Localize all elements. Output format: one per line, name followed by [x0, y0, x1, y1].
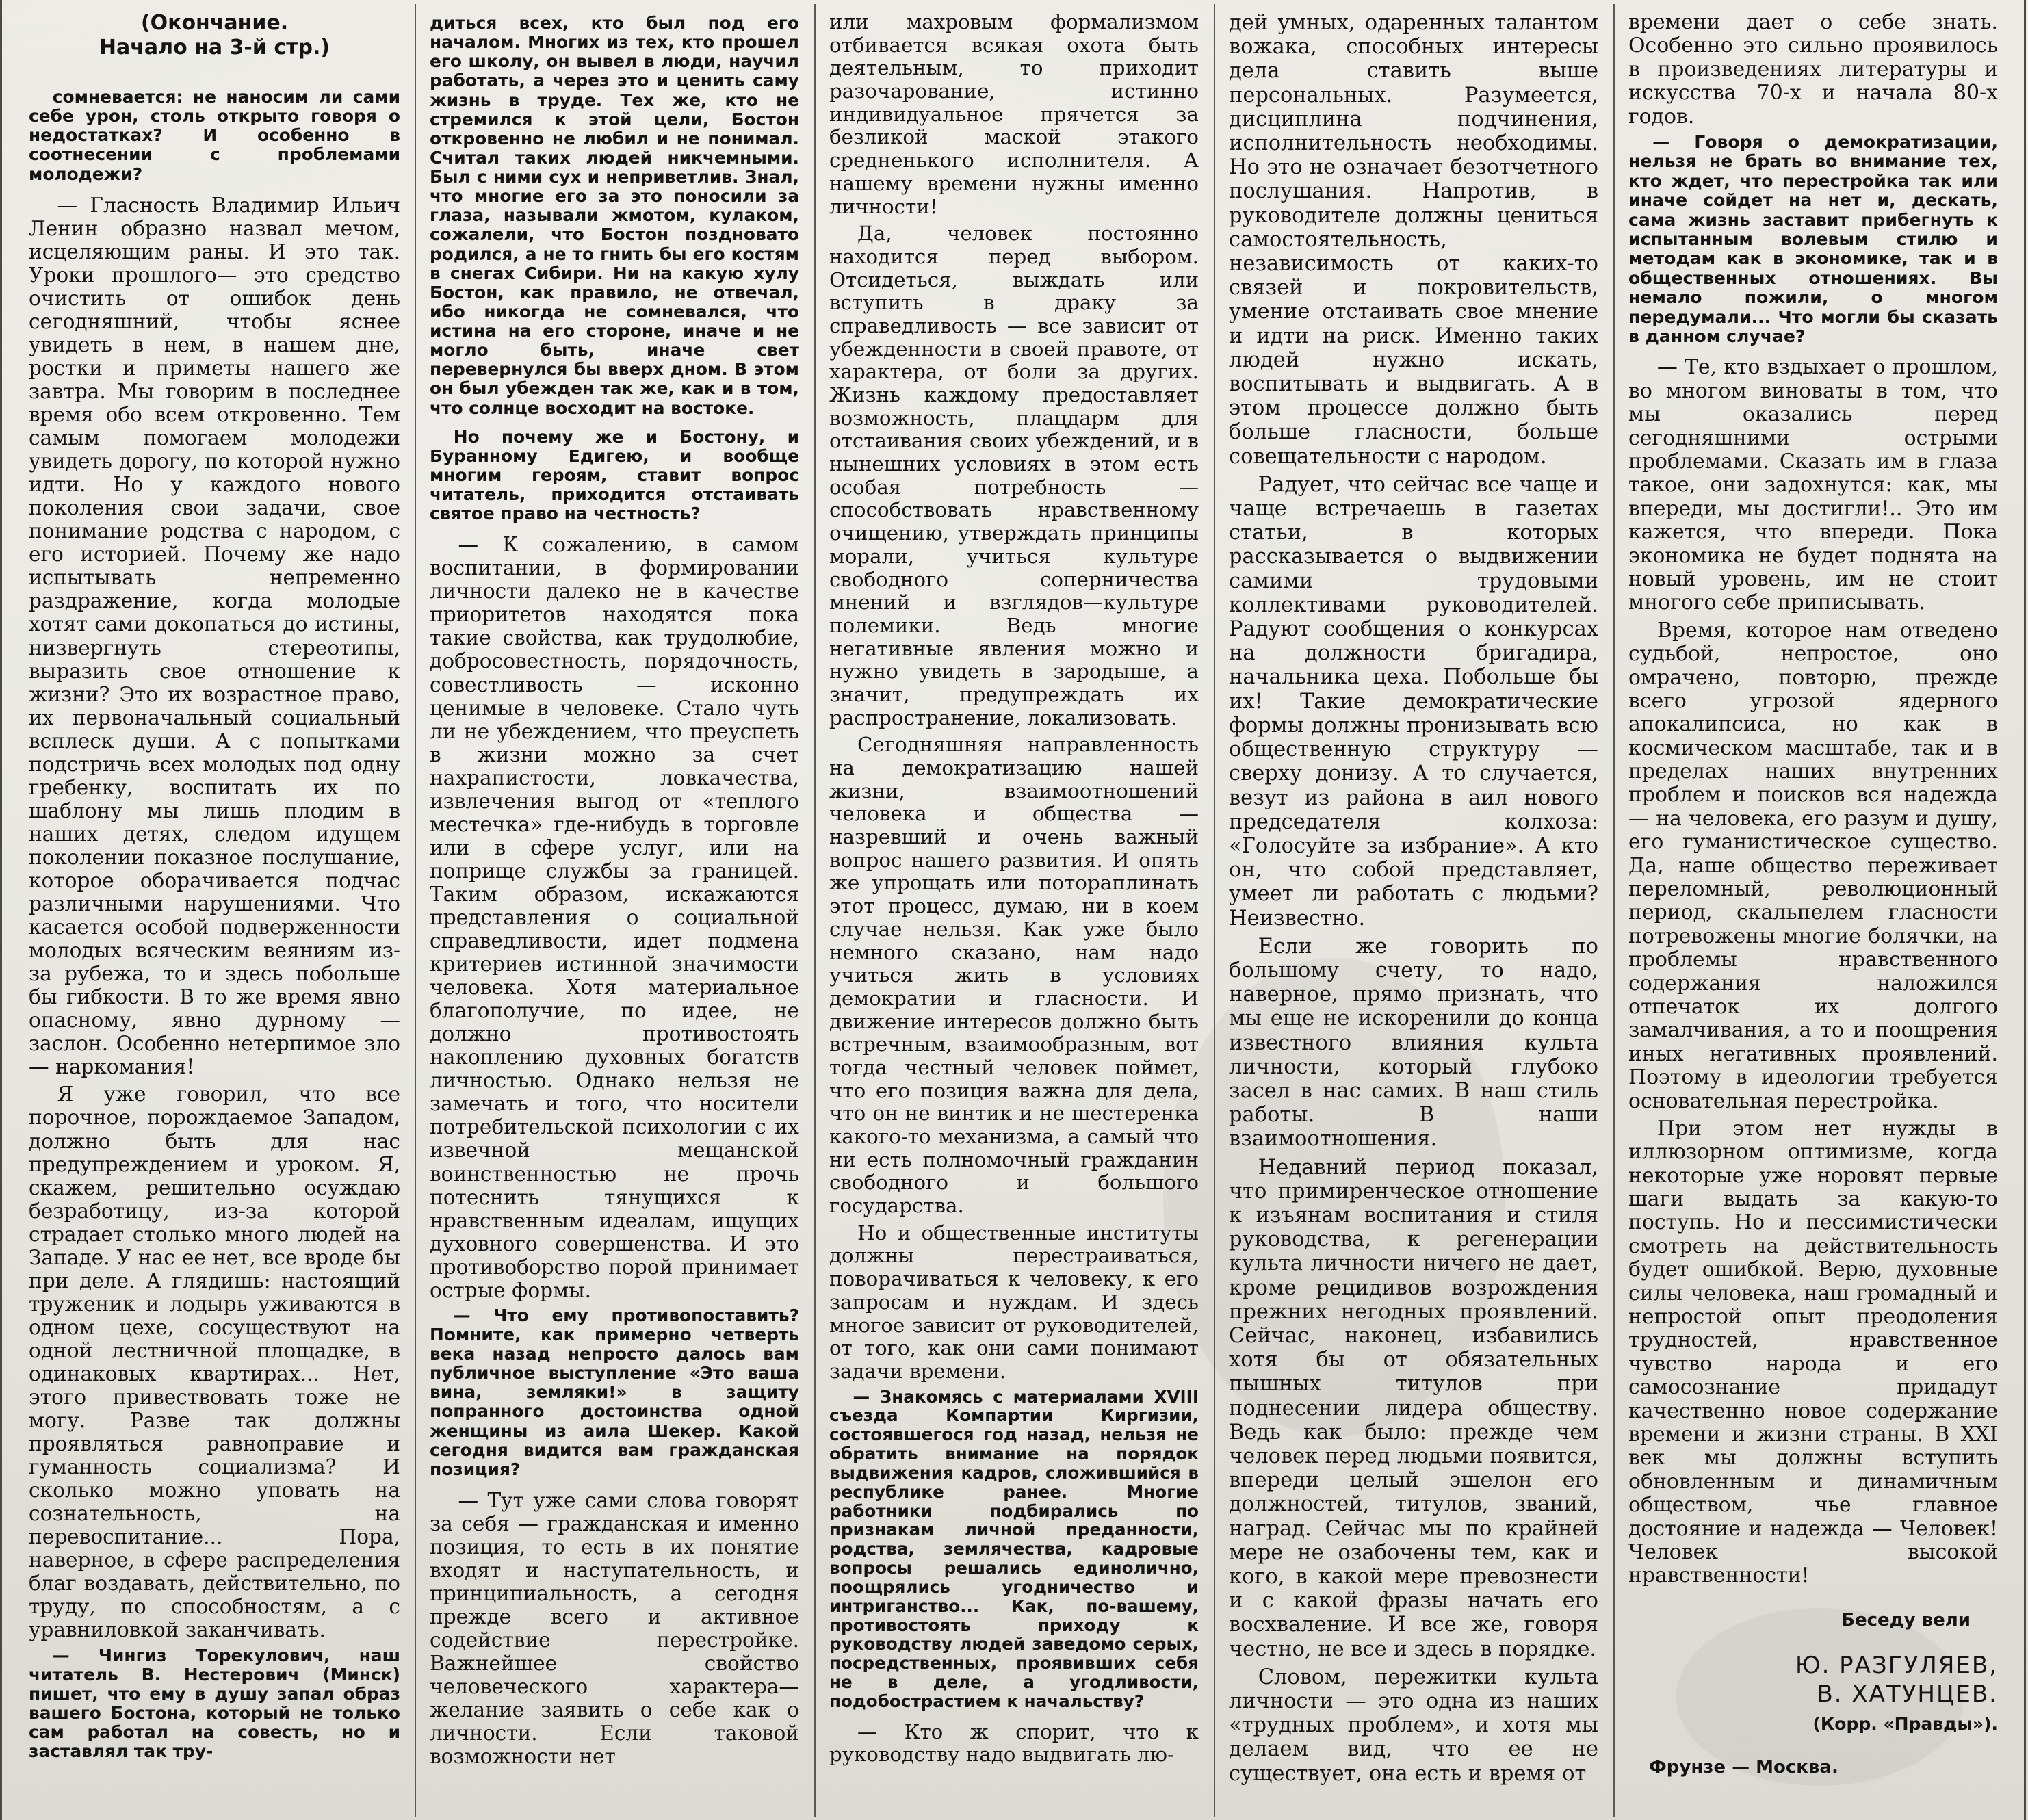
page-edge-right — [2024, 0, 2026, 1820]
article-paragraph: — К сожалению, в самом воспитании, в формировании личности далеко не в качестве приоритетов находятся пока такие свойства, как трудолюбие, добросовестность, порядочность, совестливость — исконно ценимые в человеке. Стало чуть ли не убеждением, что преуспеть в жизни можно за счет нахрапистости, ловкачества, извлечения выгод от «теплого местечка» где-нибудь в торговле или в сфере услуг, или на поприще службы за границей. Таким образом, искажаются представления о социальной справедливости, идет подмена критериев истинной значимости человека. Хотя материальное благополучие, по идее, не должно противостоять накоплению духовных богатств личностью. Однако нельзя не замечать и того, что носители потребительской психологии с их извечной мещанской воинственностью не прочь потеснить тянущихся к нравственным идеалам, ищущих духовного совершенства. И это противоборство порой принимает острые формы. — [430, 533, 799, 1302]
article-paragraph: — Тут уже сами слова говорят за себя — гражданская и именно позиция, то есть в их понятие входят и наступательность, и принципиальность, а сегодня прежде всего и активное содействие перестройке. Важнейшее свойство человеческого характера—желание заявить о себе как о личности. Если таковой возможности нет — [430, 1488, 799, 1769]
article-paragraph: Словом, пережитки культа личности — это одна из наших «трудных проблем», и хотя мы делаем вид, что ее не существует, она есть и время от — [1229, 1665, 1598, 1786]
article-paragraph: Недавний период показал, что примиренческое отношение к изъянам воспитания и стиля руководства, к регенерации культа личности ничего не дает, кроме рецидивов возрождения прежних негодных проявлений. Сейчас, наконец, избавились хотя бы от обязательных пышных титулов при поднесении лидера обществу. Ведь как было: прежде чем человек перед людьми появится, впереди целый эшелон его должностей, титулов, званий, наград. Сейчас мы по крайней мере не озабочены тем, как и кого, в какой мере превознести и с какой фразы начать его восхваление. И все же, говоря честно, не все и здесь в порядке. — [1229, 1155, 1598, 1661]
byline — [1628, 1609, 1998, 1779]
author-name: Ю. РАЗГУЛЯЕВ, — [1795, 1652, 1998, 1680]
article-paragraph: — Гласность Владимир Ильич Ленин образно назвал мечом, исцеляющим раны. И это так. Уроки прошлого— это средство очистить от ошибок день сегодняшний, чтобы яснее увидеть в нем, в нашем дне, ростки и приметы нашего же завтра. Мы говорим в последнее время обо всем откровенно. Тем самым помогаем молодежи увидеть дорогу, по которой нужно идти. Но у каждого нового поколения свои задачи, свое понимание родства с народом, с его историей. Почему же надо испытывать непременно раздражение, когда молодые хотят сами докопаться до истины, низвергнуть стереотипы, выразить свое отношение к жизни? Это их возрастное право, их первоначальный социальный всплеск души. А с попытками подстричь всех молодых под одну гребенку, воспитать их по шаблону мы лишь плодим в наших детях, следом идущем поколении показное послушание, которое оборачивается подчас различными нарушениями. Что касается особой подверженности молодых всяческим веяниям из-за рубежа, то и здесь побольше бы гибкости. В то же время явно опасному, явно дурному — заслон. Особенно нетерпимое зло — наркомания! — [29, 193, 400, 1079]
interview-question: — Чингиз Торекулович, наш читатель В. Нестерович (Минск) пишет, что ему в душу запал образ вашего Бостона, который не только сам работал на совесть, но и заставлял так тру- — [29, 1645, 400, 1762]
article-paragraph: или махровым формализмом отбивается всякая охота быть деятельным, то приходит разочарование, истинно индивидуальное прячется за безликой маской этакого средненького исполнителя. А нашему времени нужны именно личности! — [829, 11, 1199, 218]
column-rule — [1613, 4, 1615, 1817]
article-paragraph: Да, человек постоянно находится перед выбором. Отсидеться, выждать или вступить в драку за справедливость — все зависит от убежденности в своей правоте, от характера, от боли за других. Жизнь каждому предоставляет возможность, плацдарм для отстаивания своих убеждений, и в нынешних условиях в этом есть особая потребность — способствовать нравственному очищению, утверждать принципы морали, учиться культуре свободного соперничества мнений и взглядов—культуре полемики. Ведь многие негативные явления можно и нужно увидеть в зародыше, а значит, предупреждать их распространение, локализовать. — [829, 222, 1199, 729]
article-paragraph: времени дает о себе знать. Особенно это сильно проявилось в произведениях литературы и искусства 70-х и начала 80-х годов. — [1628, 11, 1998, 129]
article-paragraph: Сегодняшняя направленность на демократизацию нашей жизни, взаимоотношений человека и общества — назревший и очень важный вопрос нашего развития. И опять же упрощать или потораплинать этот процесс, думаю, ни в коем случае нельзя. Как уже было немного сказано, нам надо учиться жить в условиях демократии и гласности. И движение интересов должно быть встречным, взаимообразным, вот тогда честный человек поймет, что его позиция важна для дела, что он не винтик и не шестеренка какого-то механизма, а самый что ни есть полномочный гражданин свободного и большого государства. — [829, 733, 1199, 1218]
article-paragraph: Я уже говорил, что все порочное, порождаемое Западом, должно быть для нас предупреждением и уроком. Я, скажем, решительно осуждаю безработицу, из-за которой страдает столько много людей на Западе. У нас ее нет, все вроде бы при деле. А глядишь: настоящий труженик и лодырь уживаются в одном цехе, сосуществуют на одной лестничной площадке, в одинаковых квартирах... Нет, этого привествовать тоже не могу. Разве так должны проявляться равноправие и гуманность социализма? И сколько можно уповать на сознательность, на перевоспитание... Пора, наверное, в сфере распределения благ воздавать, действительно, по труду, по способностям, а с уравниловкой заканчивать. — [29, 1082, 400, 1642]
author-name: В. ХАТУНЦЕВ. — [1817, 1680, 1998, 1708]
article-paragraph: Время, которое нам отведено судьбой, непростое, оно омрачено, повторю, прежде всего угрозой ядерного апокалипсиса, но как в космическом масштабе, так и в пределах наших внутренних проблем и поисков вся надежда — на человека, его разум и душу, его гуманистическое существо. Да, наше общество переживает переломный, революционный период, скальпелем гласности потревожены многие болячки, на проблемы нравственного содержания наложился отпечаток их долгого замалчивания, а то и поощрения иных негативных проявлений. Поэтому в идеологии требуется основательная перестройка. — [1628, 618, 1998, 1113]
page-edge-left — [0, 0, 2, 1820]
article-paragraph: Радует, что сейчас все чаще и чаще встречаешь в газетах статьи, в которых рассказывается о выдвижении самими трудовыми коллективами руководителей. Радуют сообщения о конкурсах на должности бригадира, начальника цеха. Побольше бы их! Такие демократические формы должны пронизывать всю общественную структуру — сверху донизу. А то случается, везут из района в аил нового председателя колхоза: «Голосуйте за избрание». А кто он, что собой представляет, умеет ли работать с людьми? Неизвестно. — [1229, 472, 1598, 931]
dateline: Фрунзе — Москва. — [1649, 1756, 1838, 1778]
column-rule — [814, 4, 816, 1817]
article-paragraph: — Кто ж спорит, что к руководству надо выдвигать лю- — [829, 1719, 1199, 1767]
interview-question: диться всех, кто был под его началом. Многих из тех, кто прошел его школу, он вывел в люди, научил работать, а через это и ценить саму жизнь в труде. Тех же, кто не стремился к этой цели, Бостон откровенно не любил и не понимал. Считал таких людей никчемными. Был с ними сух и неприветлив. Знал, что многие его за это поносили за глаза, называли жмотом, кулаком, сожалели, что Бостон поздновато родился, а не то гнить бы его костям в снегах Сибири. Ни на какую хулу Бостон, как правило, не отвечал, ибо никогда не сомневался, что истина на его стороне, иначе и не могло быть, иначе свет перевернулся бы вверх дном. В этом он был убежден так же, как и в том, что солнце восходит на востоке. — [430, 13, 799, 418]
column-rule — [1214, 4, 1215, 1817]
continuation-header — [29, 11, 400, 60]
interview-question: — Знакомясь с материалами XVIII съезда Компартии Киргизии, состоявшегося год назад, нельзя не обратить внимание на порядок выдвижения кадров, сложившийся в республике ранее. Многие работники подбирались по признакам личной преданности, родства, землячества, кадровые вопросы решались единолично, поощрялись угодничество и интриганство... Как, по-вашему, противостоять приходу к руководству людей заведомо серых, посредственных, проявивших себя не в деле, а угодливости, подобострастием к начальству? — [829, 1386, 1199, 1711]
article-paragraph: При этом нет нужды в иллюзорном оптимизме, когда некоторые уже норовят первые шаги выдать за какую-то поступь. Но и пессимистически смотреть на действительность будет ошибкой. Верю, духовные силы человека, наш громадный и непростой опыт преодоления трудностей, нравственное чувство народа и его самосознание придадут качественно новое содержание времени и жизни страны. В XXI век мы должны вступить обновленным и динамичным обществом, чье главное достояние и надежда — Человек! Человек высокой нравственности! — [1628, 1116, 1998, 1588]
article-paragraph: Если же говорить по большому счету, то надо, наверное, прямо признать, что мы еще не искоренили до конца известного влияния культа личности, который глубоко засел в нас самих. В наш стиль работы. В наши взаимоотношения. — [1229, 934, 1598, 1152]
article-paragraph: дей умных, одаренных талантом вожака, способных интересы дела ставить выше персональных. Разумеется, дисциплина подчинения, исполнительность необходимы. Но это не означает безотчетного послушания. Напротив, в руководителе должны цениться самостоятельность, независимость от каких-то связей и покровительств, умение отстаивать свое мнение и идти на риск. Именно таких людей нужно искать, воспитывать и выдвигать. А в этом процессе должно быть больше гласности, больше совещательности с народом. — [1229, 11, 1598, 469]
column-rule — [415, 4, 416, 1817]
article-column-5 — [1628, 11, 1998, 1807]
interview-question: — Что ему противопоставить? Помните, как примерно четверть века назад непросто далось вам публичное выступление «Это ваша вина, земляки!» в защиту попранного достоинства одной женщины из аила Шекер. Какой сегодня видится вам гражданская позиция? — [430, 1305, 799, 1479]
interview-question: сомневается: не наносим ли сами себе урон, столь открыто говоря о недостатках? И особенно в соотнесении с проблемами молодежи? — [29, 87, 400, 184]
author-affiliation: (Корр. «Правды»). — [1812, 1714, 1998, 1734]
interview-question: — Говоря о демократизации, нельзя не брать во внимание тех, кто ждет, что перестройка так или иначе сойдет на нет и, дескать, сама жизнь заставит прибегнуть к испытанным волевым стилю и методам как в экономике, так и в общественных отношениях. Вы немало пожили, о многом передумали... Что могли бы сказать в данном случае? — [1628, 131, 1998, 347]
article-paragraph: — Те, кто вздыхает о прошлом, во многом виноваты в том, что мы оказались перед сегодняшними острыми проблемами. Сказать им в глаза такое, они задохнутся: как, мы впереди, мы достигли!.. Это им кажется, что впереди. Пока экономика не будет поднята на новый уровень, им не стоит многого себе приписывать. — [1628, 355, 1998, 615]
article-column-4 — [1229, 11, 1598, 1807]
interview-question: Но почему же и Бостону, и Буранному Едигею, и вообще многим героям, ставит вопрос читатель, приходится отстаивать святое право на честность? — [430, 426, 799, 524]
header-line-2: Начало на 3-й стр.) — [99, 36, 330, 60]
article-column-1 — [29, 11, 400, 1807]
article-column-3 — [829, 11, 1199, 1807]
article-column-2 — [430, 11, 799, 1807]
header-line-1: (Окончание. — [140, 11, 289, 35]
article-paragraph: Но и общественные институты должны перестраиваться, поворачиваться к человеку, к его запросам и нуждам. И здесь многое зависит от руководителей, от того, как они сами понимают задачи времени. — [829, 1221, 1199, 1383]
byline-lead: Беседу вели — [1841, 1609, 1971, 1630]
